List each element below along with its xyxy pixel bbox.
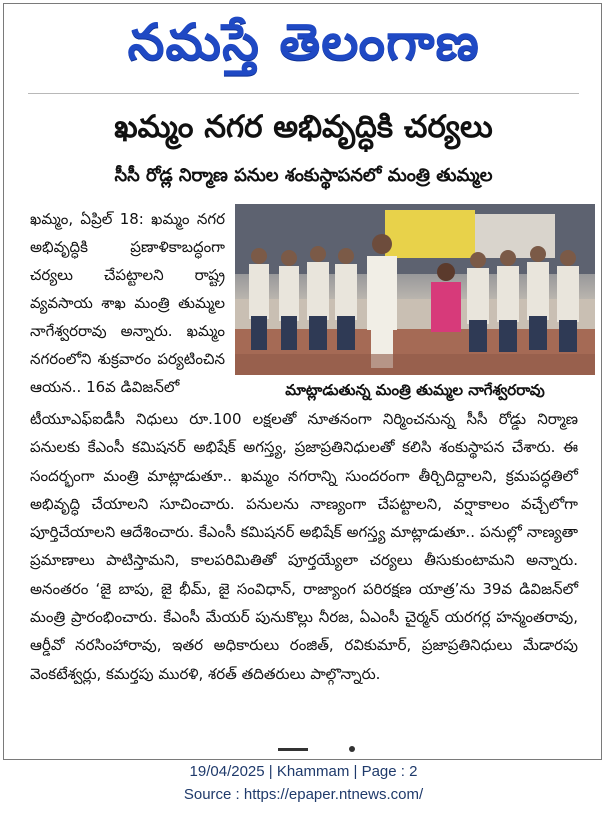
body-paragraph: టీయూఎఫ్ఐడీసీ నిధులు రూ.100 లక్షలతో నూతనంగా నిర్మించనున్న సీసీ రోడ్డు నిర్మాణ పనులకు కేఎంసీ కమిషనర్ అభిషేక్ అగస్త్య, ప్రజాప్రతినిధులతో కలిసి శంకుస్థాపన చేశారు. ఈ సందర్భంగా మంత్రి మాట్లాడుతూ.. ఖమ్మం నగరాన్ని సుందరంగా తీర్చిదిద్దాలని, క్రమపద్ధతిలో అభివృద్ధి చేయాలని సూచించారు. పనులను నాణ్యంగా చేపట్టాలని, వర్షాకాలం వచ్చేలోగా పూర్తిచేయాలని ఆదేశించారు. కేఎంసీ కమిషనర్ అభిషేక్ అగస్త్య మాట్లాడుతూ.. పనుల్లో నాణ్యతా ప్రమాణాలు పాటిస్తామని, కాలపరిమితితో పూర్తయ్యేలా చర్యలు తీసుకుంటామని అన్నారు. అనంతరం ‘జై బాపు, జై భీమ్, జై సంవిధాన్, రాజ్యాంగ పరిరక్షణ యాత్ర’ను 39వ డివిజన్‌లో మంత్రి ప్రారంభించారు. కేఎంసీ మేయర్ పునుకొల్లు నీరజ, ఏఎంసీ చైర్మన్ యరగర్ల హన్మంతరావు, ఆర్డీవో నరసింహారావు, ఇతర అధికారులు రంజిత్, రవికుమార్, ప్రజాప్రతినిధులు మేడారపు వెంకటేశ్వర్లు, కమర్తపు మురళి, శరత్ తదితరులు పాల్గొన్నారు. [30, 410, 578, 683]
intro-paragraph: ఖమ్మం, ఏప్రిల్ 18: ఖమ్మం నగర అభివృద్ధికి ప్రణాళికాబద్ధంగా చర్యలు చేపట్టాలని రాష్ట్ర వ్యవసాయ శాఖ మంత్రి తుమ్మల నాగేశ్వరరావు అన్నారు. ఖమ్మం నగరంలోని శుక్రవారం పర్యటించిన ఆయన.. 16వ డివిజన్‌లో [30, 210, 225, 396]
footer-dateline: 19/04/2025 | Khammam | Page : 2 [189, 763, 418, 780]
masthead-divider [28, 93, 579, 94]
article-headline: ఖమ్మం నగర అభివృద్ధికి చర్యలు [114, 109, 493, 145]
footer-source: Source : https://epaper.ntnews.com/ [183, 786, 424, 803]
article-subheadline: సీసీ రోడ్ల నిర్మాణ పనుల శంకుస్థాపనలో మంత్రి తుమ్మల [114, 165, 493, 186]
photo-caption: మాట్లాడుతున్న మంత్రి తుమ్మల నాగేశ్వరరావు [285, 381, 545, 399]
news-photo [235, 204, 595, 375]
truncated-text-marks [270, 744, 380, 754]
masthead-title: నమస్తే తెలంగాణ [127, 13, 480, 71]
newspaper-masthead [0, 6, 607, 78]
article-body [30, 405, 578, 688]
news-photo-illustration [235, 204, 595, 375]
intro-column [30, 205, 225, 401]
